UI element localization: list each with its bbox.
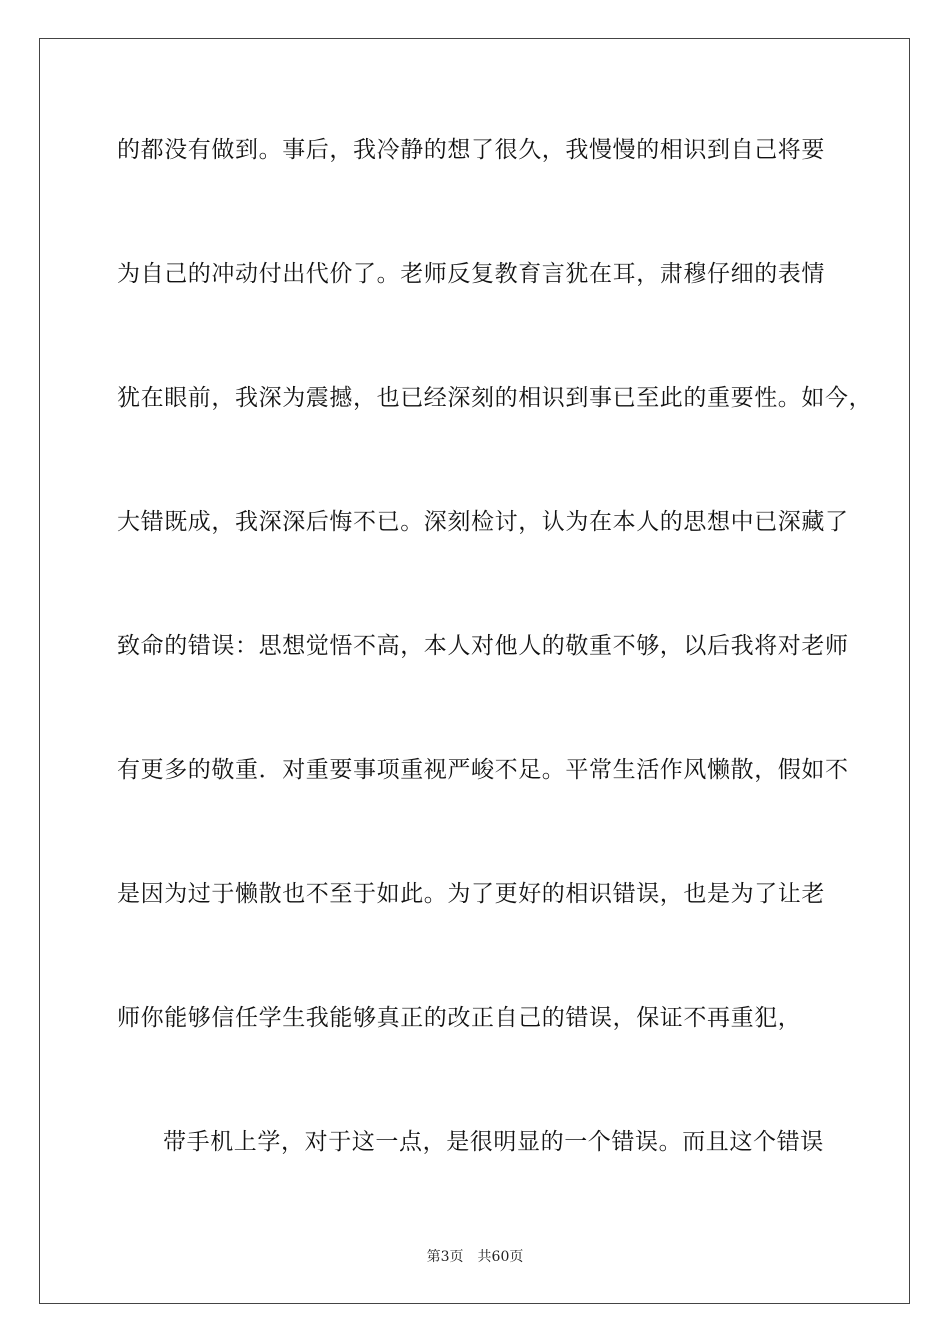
page-number-total: 共60页 [477,1249,524,1265]
text-line-8: 师你能够信任学生我能够真正的改正自己的错误，保证不再重犯， [117,1005,802,1031]
page-border [39,38,910,1304]
text-line-9-paragraph-start: 带手机上学，对于这一点，是很明显的一个错误。而且这个错误 [163,1129,824,1155]
text-line-1: 的都没有做到。事后，我冷静的想了很久，我慢慢的相识到自己将要 [117,137,825,163]
text-line-4: 大错既成，我深深后悔不已。深刻检讨，认为在本人的思想中已深藏了 [117,509,849,535]
page-footer [0,1248,950,1266]
text-line-2: 为自己的冲动付出代价了。老师反复教育言犹在耳，肃穆仔细的表情 [117,261,825,287]
text-line-5: 致命的错误：思想觉悟不高，本人对他人的敬重不够，以后我将对老师 [117,633,849,659]
text-line-6: 有更多的敬重．对重要事项重视严峻不足。平常生活作风懒散，假如不 [117,757,849,783]
text-line-7: 是因为过于懒散也不至于如此。为了更好的相识错误，也是为了让老 [117,881,825,907]
text-line-3: 犹在眼前，我深为震撼，也已经深刻的相识到事已至此的重要性。如今， [117,385,873,411]
page-number-current: 第3页 [426,1249,464,1265]
